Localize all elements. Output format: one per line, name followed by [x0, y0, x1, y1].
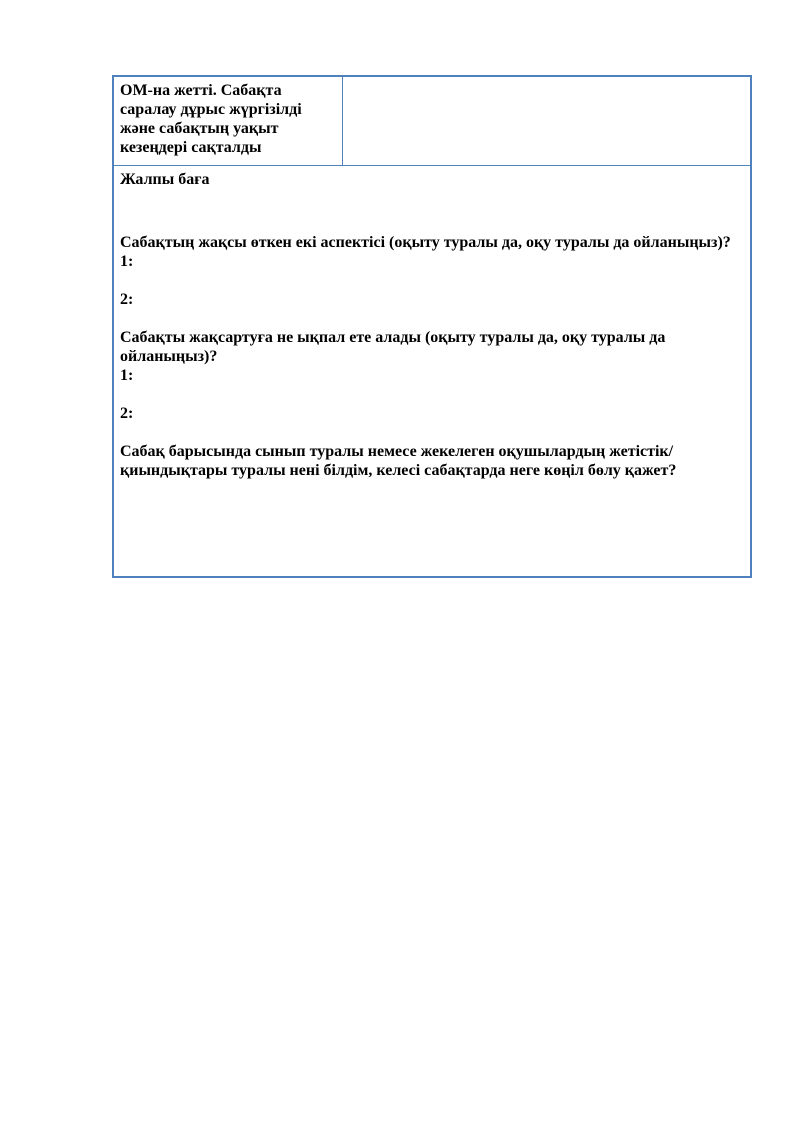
general-evaluation-cell	[114, 166, 750, 480]
general-evaluation-heading: Жалпы баға	[120, 171, 210, 188]
question-improvements: Сабақты жақсартуға не ықпал ете алады (оқыту туралы да, оқу туралы да ойланыңыз)?	[120, 329, 666, 365]
answer-label-2: 2:	[120, 405, 134, 422]
criteria-cell: ОМ-на жетті. Сабақта саралау дұрыс жүргізілді және сабақтың уақыт кезеңдері сақталды	[114, 77, 343, 165]
question-learned: Сабақ барысында сынып туралы немесе жекелеген оқушылардың жетістік/қиындықтары туралы нені білдім, келесі сабақтарда неге көңіл бөлу қажет?	[120, 443, 677, 479]
lesson-evaluation-table	[112, 75, 752, 578]
answer-label-2: 2:	[120, 291, 134, 308]
answer-label-1: 1:	[120, 367, 134, 384]
criteria-notes-cell	[343, 77, 750, 165]
question-good-aspects: Сабақтың жақсы өткен екі аспектісі (оқыту туралы да, оқу туралы да ойланыңыз)?	[120, 234, 731, 251]
criteria-row	[114, 77, 750, 166]
answer-label-1: 1:	[120, 253, 134, 270]
